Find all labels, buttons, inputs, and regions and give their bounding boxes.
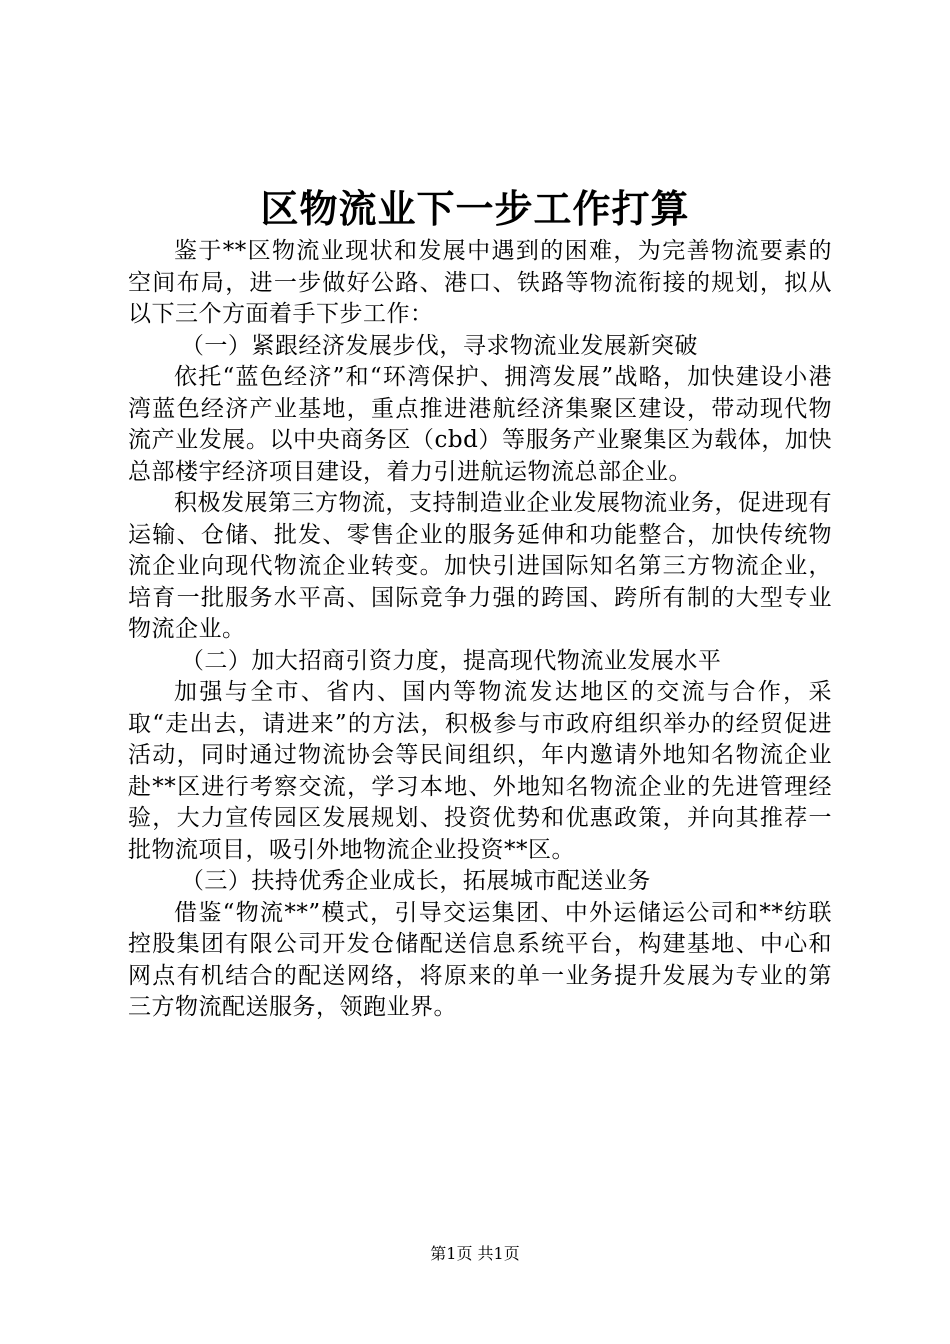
- paragraph-2: 加强与全市、省内、国内等物流发达地区的交流与合作，采取“走出去，请进来”的方法，积极参与市政府组织举办的经贸促进活动，同时通过物流协会等民间组织，年内邀请外地知名物流企业赴**区进行考察交流，学习本地、外地知名物流企业的先进管理经验，大力宣传园区发展规划、投资优势和优惠政策，并向其推荐一批物流项目，吸引外地物流企业投资**区。: [128, 679, 832, 863]
- section-heading-1: （一）紧跟经济发展步伐，寻求物流业发展新突破: [180, 332, 698, 359]
- paragraph-1b: 积极发展第三方物流，支持制造业企业发展物流业务，促进现有运输、仓储、批发、零售企业的服务延伸和功能整合，加快传统物流企业向现代物流企业转变。加快引进国际知名第三方物流企业，培育一批服务水平高、国际竞争力强的跨国、跨所有制的大型专业物流企业。: [128, 490, 832, 642]
- page-footer: 第1页 共1页: [430, 1244, 520, 1263]
- paragraph-intro: 鉴于**区物流业现状和发展中遇到的困难，为完善物流要素的空间布局，进一步做好公路、港口、铁路等物流衔接的规划，拟从以下三个方面着手下步工作：: [128, 238, 832, 327]
- section-heading-2: （二）加大招商引资力度，提高现代物流业发展水平: [180, 647, 722, 674]
- document-body: [128, 236, 832, 1024]
- paragraph-1a: 依托“蓝色经济”和“环湾保护、拥湾发展”战略，加快建设小港湾蓝色经济产业基地，重点推进港航经济集聚区建设，带动现代物流产业发展。以中央商务区（cbd）等服务产业聚集区为载体，加快总部楼宇经济项目建设，着力引进航运物流总部企业。: [128, 364, 832, 485]
- document-title: 区物流业下一步工作打算: [260, 186, 690, 231]
- paragraph-3: 借鉴“物流**”模式，引导交运集团、中外运储运公司和**纺联控股集团有限公司开发仓储配送信息系统平台，构建基地、中心和网点有机结合的配送网络，将原来的单一业务提升发展为专业的第三方物流配送服务，领跑业界。: [128, 899, 832, 1020]
- section-heading-3: （三）扶持优秀企业成长，拓展城市配送业务: [180, 868, 651, 894]
